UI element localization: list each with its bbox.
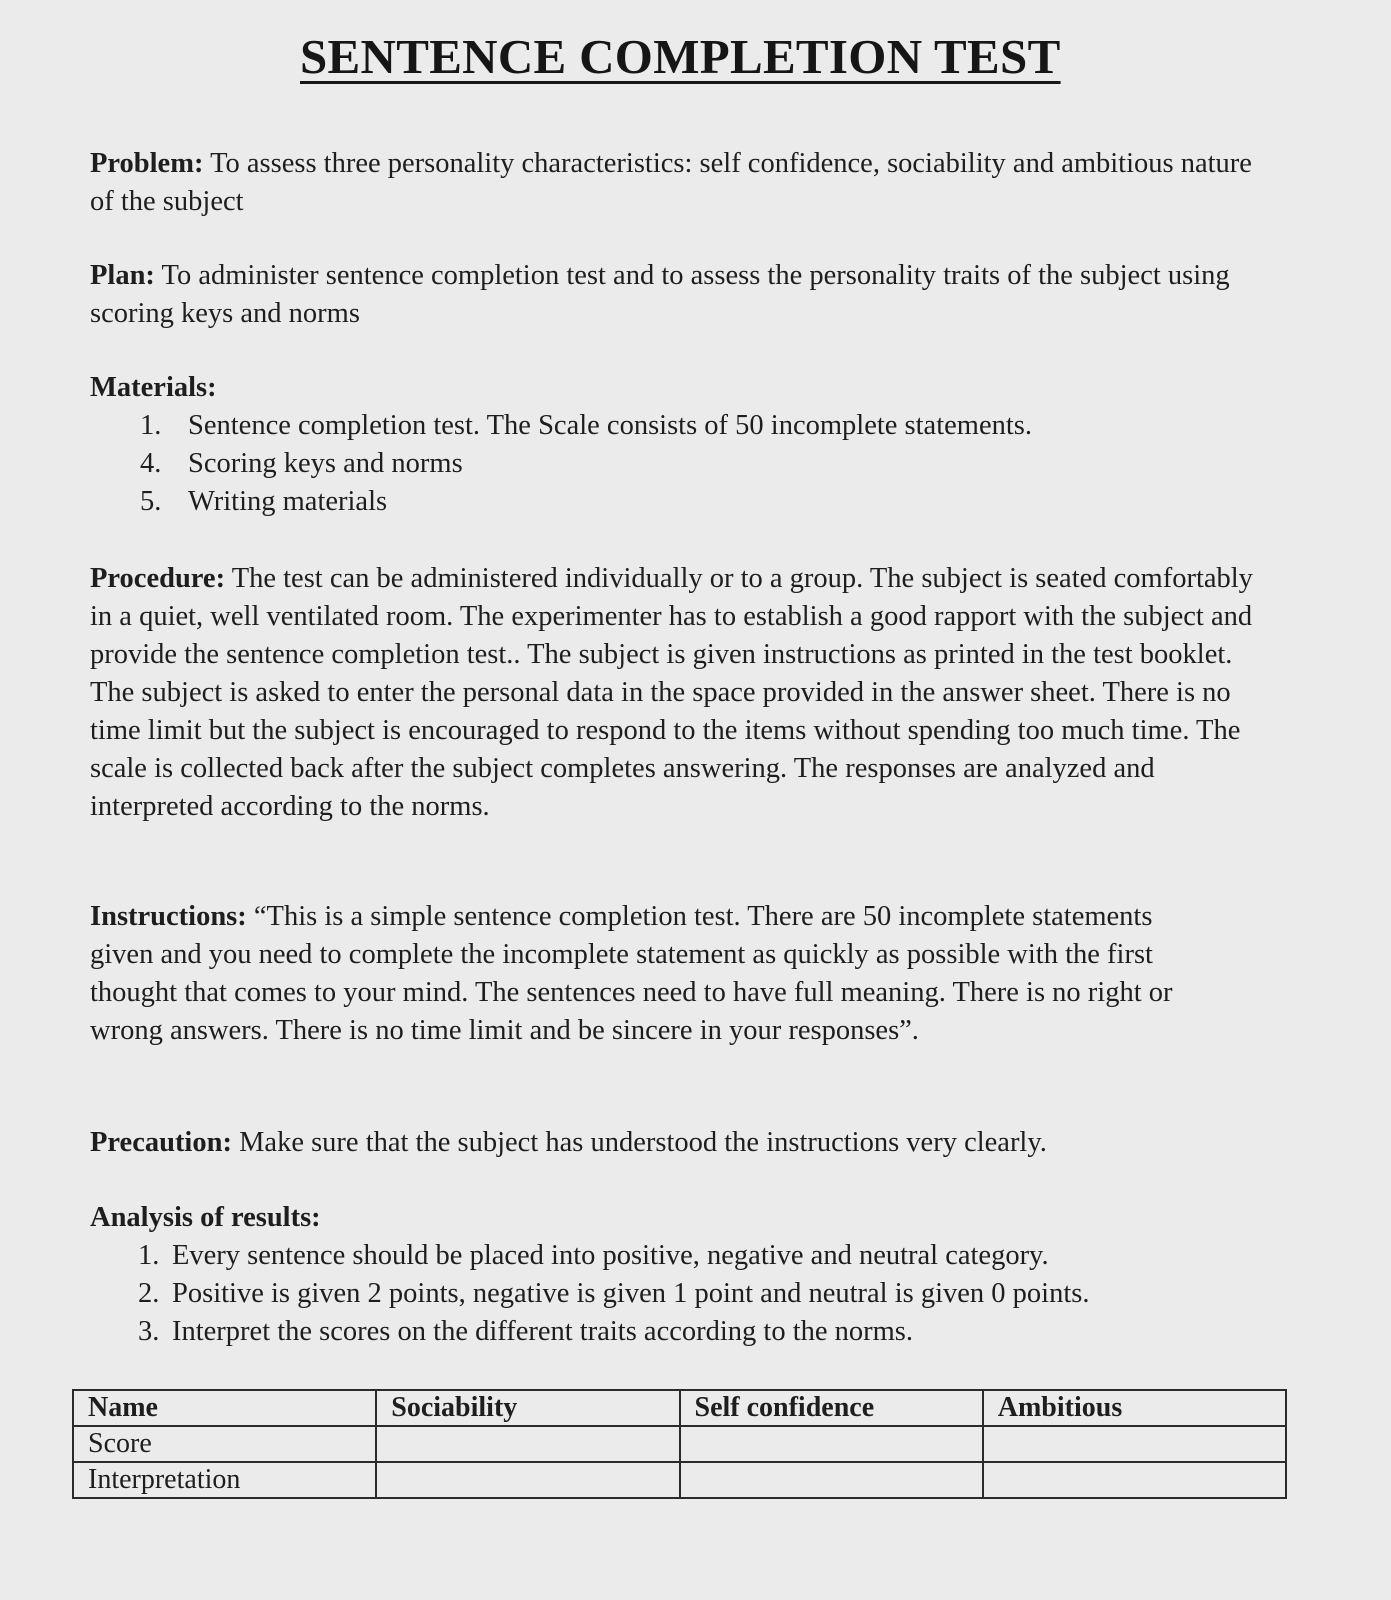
table-header-row (73, 1390, 1286, 1426)
instructions-label: Instructions: (90, 901, 247, 932)
header-cell: Ambitious (983, 1390, 1286, 1426)
table-cell (680, 1426, 983, 1462)
table-cell: Interpretation (73, 1462, 376, 1498)
table-cell (983, 1462, 1286, 1498)
table-cell (983, 1426, 1286, 1462)
table-cell (680, 1462, 983, 1498)
problem-section (90, 145, 1270, 221)
list-item: 1. Sentence completion test. The Scale consists of 50 incomplete statements. (140, 410, 1032, 441)
procedure-section (90, 560, 1270, 826)
table-row (73, 1462, 1286, 1498)
list-item: 5. Writing materials (140, 486, 388, 517)
results-table (72, 1389, 1287, 1499)
instructions-section (90, 898, 1210, 1050)
analysis-section (90, 1199, 1270, 1351)
procedure-label: Procedure: (90, 563, 226, 594)
materials-label: Materials: (90, 372, 217, 403)
table-cell (376, 1426, 679, 1462)
materials-list (90, 407, 1270, 521)
plan-label: Plan: (90, 260, 155, 291)
list-item: 4. Scoring keys and norms (140, 448, 463, 479)
list-item: 2. Positive is given 2 points, negative is given 1 point and neutral is given 0 points. (138, 1278, 1090, 1309)
precaution-text: Make sure that the subject has understood the instructions very clearly. (239, 1127, 1047, 1158)
analysis-label: Analysis of results: (90, 1202, 321, 1233)
instructions-text: “This is a simple sentence completion test. There are 50 incomplete statements given and you need to complete the incomplete statement as quickly as possible with the first thought that comes to your mind. The sentences need to have full meaning. There is no right or wrong answers. There is no time limit and be sincere in your responses”. (90, 901, 1173, 1046)
table-cell (376, 1462, 679, 1498)
header-cell: Name (73, 1390, 376, 1426)
header-cell: Self confidence (680, 1390, 983, 1426)
problem-label: Problem: (90, 148, 204, 179)
precaution-section (90, 1124, 1270, 1162)
list-item: 1. Every sentence should be placed into positive, negative and neutral category. (138, 1240, 1049, 1271)
problem-text: To assess three personality characteristics: self confidence, sociability and ambitious nature of the subject (90, 148, 1252, 217)
list-item: 3. Interpret the scores on the different traits according to the norms. (138, 1316, 914, 1347)
page-title: SENTENCE COMPLETION TEST (300, 29, 1061, 84)
precaution-label: Precaution: (90, 1127, 232, 1158)
analysis-list (90, 1237, 1270, 1351)
procedure-text: The test can be administered individually or to a group. The subject is seated comfortably in a quiet, well ventilated room. The experimenter has to establish a good rapport with the subject and provide the sentence completion test.. The subject is given instructions as printed in the test booklet. The subject is asked to enter the personal data in the space provided in the answer sheet. There is no time limit but the subject is encouraged to respond to the items without spending too much time. The scale is collected back after the subject completes answering. The responses are analyzed and interpreted according to the norms. (90, 563, 1253, 822)
header-cell: Sociability (376, 1390, 679, 1426)
plan-section (90, 257, 1270, 333)
plan-text: To administer sentence completion test and to assess the personality traits of the subject using scoring keys and norms (90, 260, 1230, 329)
table-row (73, 1426, 1286, 1462)
table-cell: Score (73, 1426, 376, 1462)
materials-section (90, 369, 1270, 521)
